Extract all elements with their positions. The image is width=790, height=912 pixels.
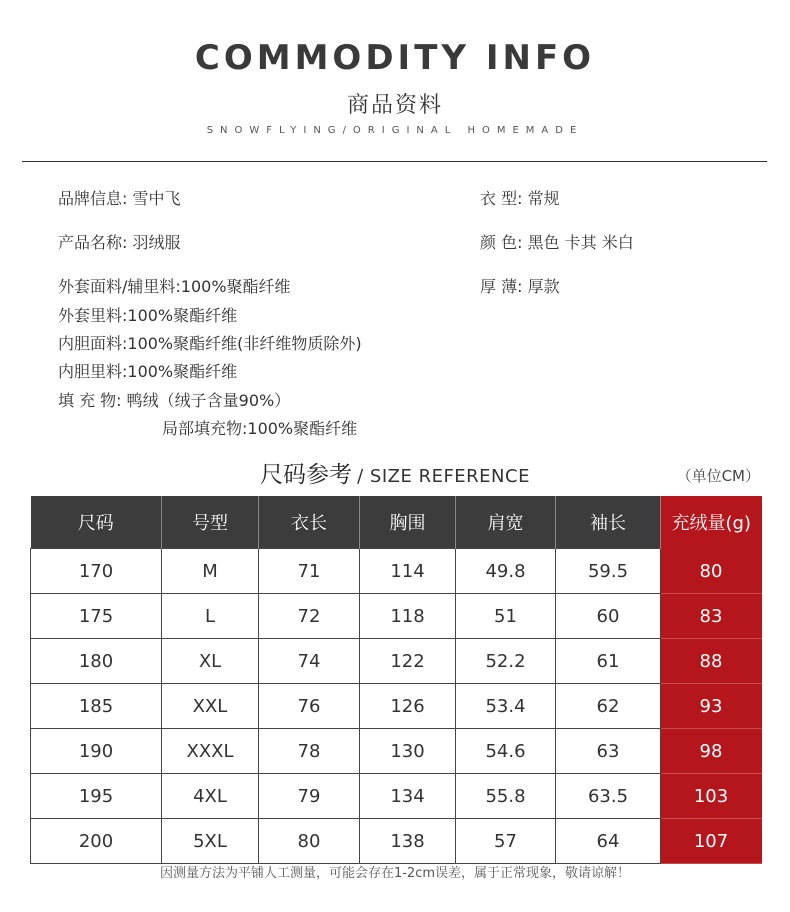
fill-weight-cell: 103 — [661, 774, 762, 819]
size-table — [30, 496, 762, 864]
table-cell: XXL — [162, 684, 259, 729]
fill-weight-cell: 93 — [661, 684, 762, 729]
table-body — [31, 549, 762, 864]
fill-weight-cell: 98 — [661, 729, 762, 774]
table-row — [31, 684, 762, 729]
fill-weight-cell: 80 — [661, 549, 762, 594]
measurement-note: 因测量方法为平铺人工测量，可能会存在1-2cm误差，属于正常现象，敬请谅解！ — [159, 866, 631, 881]
table-cell: 49.8 — [456, 549, 556, 594]
table-cell: XL — [162, 639, 259, 684]
table-cell: 51 — [456, 594, 556, 639]
table-cell: 74 — [259, 639, 360, 684]
table-cell: 114 — [360, 549, 456, 594]
page-title: COMMODITY INFO — [194, 38, 596, 78]
table-cell: 64 — [556, 819, 661, 864]
material-line: 外套面料/辅里料:100%聚酯纤维 — [58, 277, 291, 296]
table-cell: 79 — [259, 774, 360, 819]
material-line: 外套里料:100%聚酯纤维 — [58, 306, 238, 325]
thickness-info: 厚 薄: 厚款 — [480, 277, 560, 296]
fill-weight-cell: 107 — [661, 819, 762, 864]
table-cell: 63 — [556, 729, 661, 774]
header-sleeve: 袖长 — [556, 496, 661, 549]
size-heading-zh: 尺码参考 — [260, 462, 353, 488]
divider — [22, 161, 767, 162]
table-cell: 76 — [259, 684, 360, 729]
table-header-row — [31, 496, 762, 549]
table-cell: 170 — [31, 549, 162, 594]
table-cell: 126 — [360, 684, 456, 729]
table-cell: 200 — [31, 819, 162, 864]
color-info: 颜 色: 黑色 卡其 米白 — [480, 233, 634, 252]
table-cell: 61 — [556, 639, 661, 684]
table-row — [31, 639, 762, 684]
header-shoulder: 肩宽 — [456, 496, 556, 549]
table-cell: 4XL — [162, 774, 259, 819]
table-cell: XXXL — [162, 729, 259, 774]
material-line: 内胆面料:100%聚酯纤维(非纤维物质除外) — [58, 334, 362, 353]
table-cell: 71 — [259, 549, 360, 594]
table-row — [31, 729, 762, 774]
header-fill-weight: 充绒量(g) — [661, 496, 762, 549]
table-cell: M — [162, 549, 259, 594]
table-row — [31, 774, 762, 819]
table-cell: 180 — [31, 639, 162, 684]
table-row — [31, 549, 762, 594]
brand-tagline: SNOWFLYING/ORIGINAL HOMEMADE — [206, 125, 584, 136]
unit-label: （单位CM） — [676, 467, 760, 485]
table-row — [31, 819, 762, 864]
size-heading-en: / SIZE REFERENCE — [357, 466, 530, 487]
table-cell: 134 — [360, 774, 456, 819]
table-cell: L — [162, 594, 259, 639]
table-cell: 175 — [31, 594, 162, 639]
size-reference-heading — [0, 456, 790, 489]
table-cell: 72 — [259, 594, 360, 639]
table-cell: 60 — [556, 594, 661, 639]
page-subtitle: 商品资料 — [346, 93, 443, 118]
table-cell: 118 — [360, 594, 456, 639]
table-cell: 55.8 — [456, 774, 556, 819]
table-cell: 122 — [360, 639, 456, 684]
table-cell: 190 — [31, 729, 162, 774]
table-cell: 54.6 — [456, 729, 556, 774]
table-cell: 5XL — [162, 819, 259, 864]
table-cell: 130 — [360, 729, 456, 774]
filling-extra-info: 局部填充物:100%聚酯纤维 — [162, 419, 358, 438]
table-cell: 63.5 — [556, 774, 661, 819]
table-cell: 78 — [259, 729, 360, 774]
table-cell: 57 — [456, 819, 556, 864]
table-cell: 62 — [556, 684, 661, 729]
header-model: 号型 — [162, 496, 259, 549]
table-cell: 80 — [259, 819, 360, 864]
filling-info: 填 充 物: 鸭绒（绒子含量90%） — [58, 391, 291, 410]
product-name-info: 产品名称: 羽绒服 — [58, 233, 181, 252]
fill-weight-cell: 88 — [661, 639, 762, 684]
table-cell: 138 — [360, 819, 456, 864]
material-line: 内胆里料:100%聚酯纤维 — [58, 362, 238, 381]
header-length: 衣长 — [259, 496, 360, 549]
table-cell: 195 — [31, 774, 162, 819]
table-cell: 53.4 — [456, 684, 556, 729]
fit-info: 衣 型: 常规 — [480, 189, 560, 208]
header-chest: 胸围 — [360, 496, 456, 549]
fill-weight-cell: 83 — [661, 594, 762, 639]
table-cell: 52.2 — [456, 639, 556, 684]
table-row — [31, 594, 762, 639]
header-size: 尺码 — [31, 496, 162, 549]
brand-info: 品牌信息: 雪中飞 — [58, 189, 181, 208]
table-cell: 59.5 — [556, 549, 661, 594]
table-cell: 185 — [31, 684, 162, 729]
